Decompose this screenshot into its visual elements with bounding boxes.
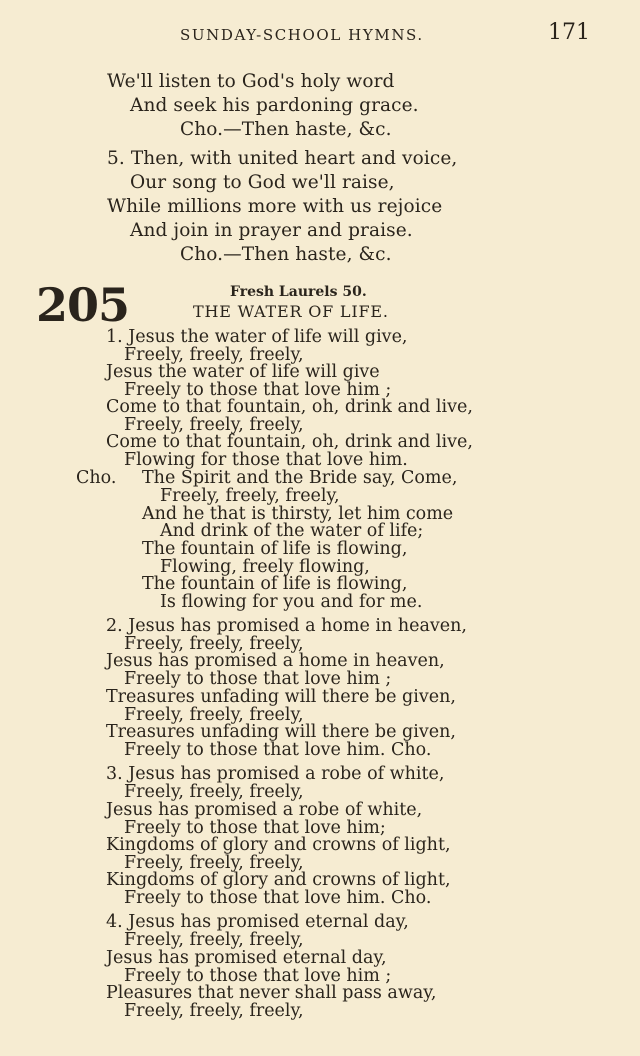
verse-line: Come to that fountain, oh, drink and live,: [106, 397, 473, 417]
verse-line: And join in prayer and praise.: [130, 220, 413, 241]
chorus-label: Cho.: [76, 468, 117, 488]
verse-line: Freely, freely, freely,: [124, 1001, 304, 1021]
tune-name: Fresh Laurels 50.: [230, 284, 367, 300]
verse-line: Freely, freely, freely,: [124, 705, 304, 725]
verse-line: Freely to those that love him. Cho.: [124, 888, 432, 908]
hymn-number: 205: [36, 278, 130, 332]
verse-line: Freely, freely, freely,: [124, 415, 304, 435]
verse-line: Come to that fountain, oh, drink and live,: [106, 432, 473, 452]
verse-line: 3. Jesus has promised a robe of white,: [106, 764, 445, 784]
chorus-line: The fountain of life is flowing,: [142, 574, 408, 594]
verse-line: 5. Then, with united heart and voice,: [107, 148, 458, 169]
chorus-line: The fountain of life is flowing,: [142, 539, 408, 559]
chorus-ref: Cho.—Then haste, &c.: [180, 244, 392, 265]
chorus-ref: Cho.—Then haste, &c.: [180, 119, 392, 140]
verse-line: Pleasures that never shall pass away,: [106, 983, 437, 1003]
verse-line: Freely to those that love him ;: [124, 380, 392, 400]
verse-line: Freely, freely, freely,: [124, 345, 304, 365]
verse-line: Freely, freely, freely,: [124, 853, 304, 873]
chorus-line: Is flowing for you and for me.: [160, 592, 423, 612]
verse-line: Freely to those that love him ;: [124, 669, 392, 689]
hymn-title: THE WATER OF LIFE.: [193, 302, 389, 321]
verse-line: While millions more with us rejoice: [107, 196, 443, 217]
verse-line: Jesus has promised eternal day,: [106, 948, 387, 968]
verse-line: Freely to those that love him ;: [124, 966, 392, 986]
verse-line: 2. Jesus has promised a home in heaven,: [106, 616, 467, 636]
verse-line: Jesus has promised a robe of white,: [106, 800, 423, 820]
verse-line: 4. Jesus has promised eternal day,: [106, 912, 409, 932]
verse-line: Freely, freely, freely,: [124, 634, 304, 654]
verse-line: 1. Jesus the water of life will give,: [106, 327, 408, 347]
verse-line: We'll listen to God's holy word: [107, 71, 395, 92]
verse-line: Treasures unfading will there be given,: [106, 687, 456, 707]
verse-line: Kingdoms of glory and crowns of light,: [106, 870, 451, 890]
verse-line: Kingdoms of glory and crowns of light,: [106, 835, 451, 855]
verse-line: Freely, freely, freely,: [124, 930, 304, 950]
page-number: 171: [548, 20, 590, 45]
verse-line: Treasures unfading will there be given,: [106, 722, 456, 742]
verse-line: Freely, freely, freely,: [124, 782, 304, 802]
chorus-line: And he that is thirsty, let him come: [142, 504, 454, 524]
verse-line: And seek his pardoning grace.: [130, 95, 419, 116]
chorus-line: The Spirit and the Bride say, Come,: [142, 468, 458, 488]
verse-line: Our song to God we'll raise,: [130, 172, 395, 193]
chorus-line: Flowing, freely flowing,: [160, 557, 370, 577]
verse-line: Flowing for those that love him.: [124, 450, 408, 470]
verse-line: Freely to those that love him;: [124, 818, 386, 838]
verse-line: Freely to those that love him. Cho.: [124, 740, 432, 760]
verse-line: Jesus the water of life will give: [106, 362, 380, 382]
verse-line: Jesus has promised a home in heaven,: [106, 651, 445, 671]
running-header: SUNDAY-SCHOOL HYMNS.: [180, 26, 424, 44]
chorus-line: Freely, freely, freely,: [160, 486, 340, 506]
chorus-line: And drink of the water of life;: [160, 521, 424, 541]
